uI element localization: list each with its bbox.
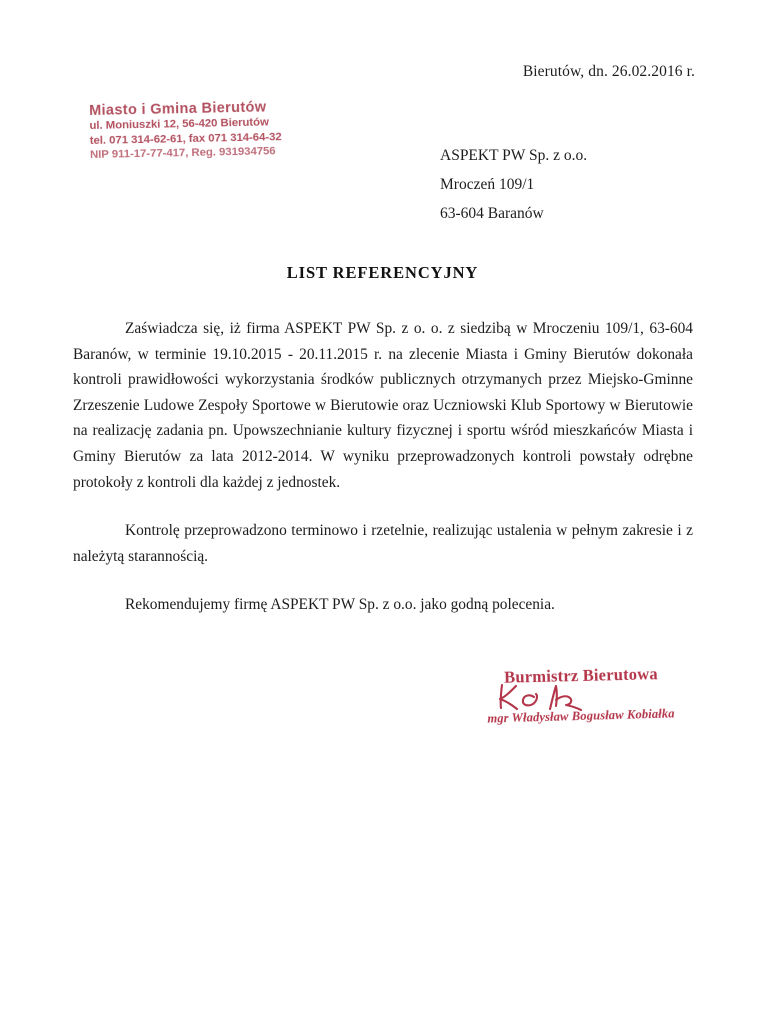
official-stamp	[89, 99, 280, 162]
stamp-tax-ids: NIP 911-17-77-417, Reg. 931934756	[89, 145, 276, 162]
body-paragraph-2-container	[73, 518, 693, 569]
body-paragraph-3-container	[73, 592, 693, 618]
body-paragraph-2: Kontrolę przeprowadzono terminowo i rzetelnie, realizując ustalenia w pełnym zakresie i z należytą starannością.	[73, 522, 693, 565]
signature-name: mgr Władysław Bogusław Kobiałka	[487, 706, 675, 726]
stamp-phone: tel. 071 314-62-61, fax 071 314-64-32	[89, 130, 282, 147]
addressee-city: 63-604 Baranów	[440, 205, 544, 222]
addressee-company: ASPEKT PW Sp. z o.o.	[440, 147, 588, 164]
page-title: LIST REFERENCYJNY	[286, 263, 479, 282]
signature-block	[476, 666, 686, 724]
addressee-block	[440, 141, 587, 228]
body-paragraph-1: Zaświadcza się, iż firma ASPEKT PW Sp. z o. o. z siedzibą w Mroczeniu 109/1, 63-604 Baranów, w terminie 19.10.2015 - 20.11.2015 r. na zlecenie Miasta i Gminy Bierutów dokonała kontroli prawidłowości wykorzystania środków publicznych otrzymanych przez Miejsko-Gminne Zrzeszenie Ludowe Zespoły Sportowe w Bierutowie oraz Uczniowski Klub Sportowy w Bierutowie na realizację zadania pn. Upowszechnianie kultury fizycznej i sportu wśród mieszkańców Miasta i Gminy Bierutów za lata 2012-2014. W wyniku przeprowadzonych kontroli powstały odrębne protokoły z kontroli dla każdej z jednostek.	[73, 320, 693, 491]
stamp-address: ul. Moniuszki 12, 56-420 Bierutów	[89, 116, 269, 133]
stamp-municipality-name: Miasto i Gmina Bierutów	[89, 99, 267, 119]
body-paragraph-1-container	[73, 316, 693, 495]
document-date: Bierutów, dn. 26.02.2016 r.	[522, 63, 695, 80]
signature-role: Burmistrz Bierutowa	[503, 664, 659, 687]
addressee-street: Mroczeń 109/1	[440, 176, 535, 193]
body-paragraph-3: Rekomendujemy firmę ASPEKT PW Sp. z o.o. jako godną polecenia.	[125, 596, 555, 613]
